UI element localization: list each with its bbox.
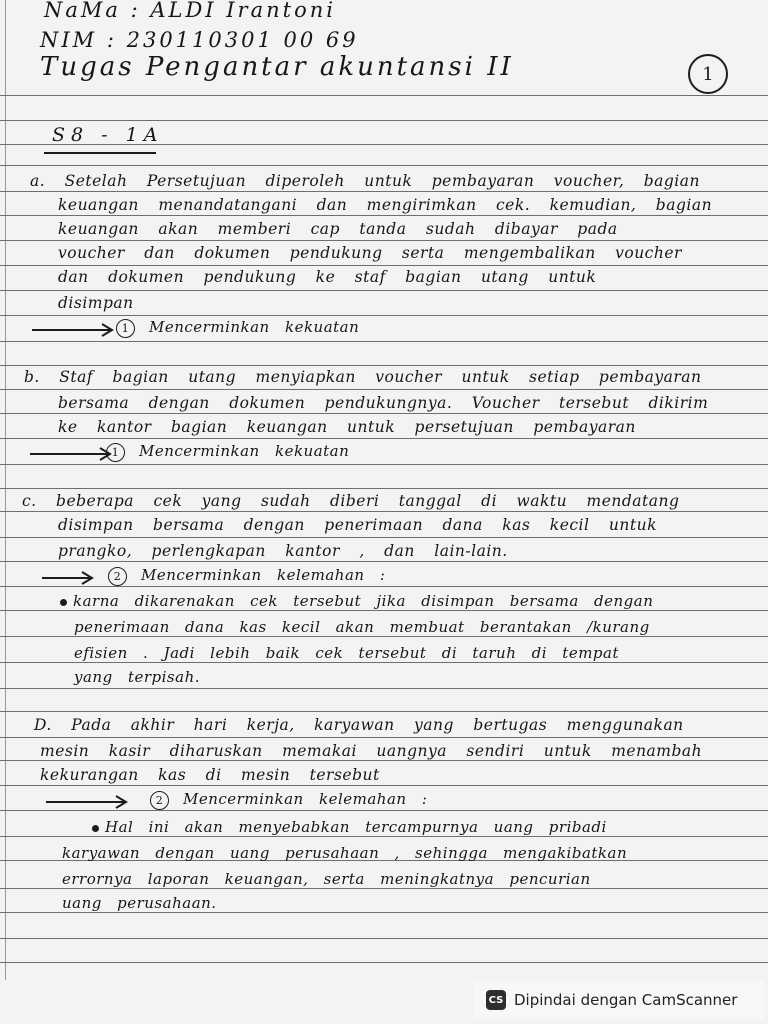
section-underline: [44, 152, 156, 154]
ruled-line: [0, 120, 768, 121]
arrow-icon: [40, 564, 100, 592]
camscanner-watermark: [474, 981, 764, 1019]
ruled-line: [0, 240, 768, 241]
para-a-line-3: keuangan akan memberi cap tanda sudah dibayar pada: [58, 220, 618, 238]
section-label: S8 - 1A: [52, 124, 164, 146]
para-d-bullet-line-4: uang perusahaan.: [62, 894, 217, 912]
para-c-line-3: prangko, perlengkapan kantor , dan lain-lain.: [58, 542, 508, 560]
ruled-line: [0, 888, 768, 889]
para-c-bullet-line-2: penerimaan dana kas kecil akan membuat berantakan /kurang: [74, 618, 650, 636]
para-d-line-3: kekurangan kas di mesin tersebut: [40, 766, 380, 784]
name-line: NaMa : ALDI Irantoni: [44, 0, 336, 22]
para-d-line-2: mesin kasir diharuskan memakai uangnya sendiri untuk menambah: [40, 742, 703, 760]
note-number-circle: 2: [150, 791, 169, 810]
ruled-line: [0, 836, 768, 837]
ruled-line: [0, 785, 768, 786]
ruled-line: [0, 636, 768, 637]
para-d-bullet-line-2: karyawan dengan uang perusahaan , sehingga mengakibatkan: [62, 844, 628, 862]
para-d-line-1: D. Pada akhir hari kerja, karyawan yang bertugas menggunakan: [34, 716, 684, 734]
ruled-line: [0, 962, 768, 963]
para-b-line-1: b. Staf bagian utang menyiapkan voucher untuk setiap pembayaran: [24, 368, 702, 386]
ruled-line: [0, 413, 768, 414]
ruled-line: [0, 365, 768, 366]
note-text: Mencerminkan kekuatan: [139, 442, 350, 460]
para-c-bullet-line-3: efisien . Jadi lebih baik cek tersebut di taruh di tempat: [74, 644, 619, 662]
ruled-line: [0, 488, 768, 489]
para-c-line-2: disimpan bersama dengan penerimaan dana kas kecil untuk: [58, 516, 657, 534]
note-text: Mencerminkan kelemahan :: [183, 790, 428, 808]
page-number-circle: [688, 54, 728, 94]
ruled-line: [0, 191, 768, 192]
ruled-line: [0, 760, 768, 761]
ruled-line: [0, 912, 768, 913]
ruled-line: [0, 165, 768, 166]
ruled-line: [0, 290, 768, 291]
bullet-icon: [92, 825, 99, 832]
para-a-line-1: a. Setelah Persetujuan diperoleh untuk pembayaran voucher, bagian: [30, 172, 700, 190]
para-b-note: [106, 442, 349, 462]
para-a-line-5: dan dokumen pendukung ke staf bagian utang untuk: [58, 268, 597, 286]
ruled-line: [0, 537, 768, 538]
note-number-circle: 1: [106, 443, 125, 462]
ruled-line: [0, 561, 768, 562]
para-c-bullet-line-1: karna dikarenakan cek tersebut jika disimpan bersama dengan: [60, 592, 653, 610]
note-number-circle: 1: [116, 319, 135, 338]
para-c-note: [108, 566, 385, 586]
note-number-circle: 2: [108, 567, 127, 586]
arrow-icon: [28, 440, 118, 468]
ruled-line: [0, 711, 768, 712]
ruled-line: [0, 215, 768, 216]
note-text: Mencerminkan kekuatan: [149, 318, 360, 336]
ruled-line: [0, 586, 768, 587]
camscanner-logo-icon: CS: [486, 990, 506, 1010]
ruled-line: [0, 389, 768, 390]
para-b-line-3: ke kantor bagian keuangan untuk persetujuan pembayaran: [58, 418, 636, 436]
para-b-line-2: bersama dengan dokumen pendukungnya. Voucher tersebut dikirim: [58, 394, 709, 412]
note-text: Mencerminkan kelemahan :: [141, 566, 386, 584]
assignment-title: Tugas Pengantar akuntansi II: [40, 52, 514, 82]
page-number: 1: [702, 63, 714, 85]
ruled-line: [0, 95, 768, 96]
nim-line: NIM : 230110301 00 69: [40, 28, 359, 52]
ruled-line: [0, 265, 768, 266]
para-d-bullet-line-3: errornya laporan keuangan, serta meningkatnya pencurian: [62, 870, 591, 888]
ruled-line: [0, 511, 768, 512]
para-a-note: [116, 318, 359, 338]
ruled-line: [0, 938, 768, 939]
arrow-icon: [30, 316, 120, 344]
bullet-icon: [60, 599, 67, 606]
margin-line: [5, 0, 6, 980]
para-a-line-2: keuangan menandatangani dan mengirimkan cek. kemudian, bagian: [58, 196, 713, 214]
watermark-text: Dipindai dengan CamScanner: [514, 991, 738, 1009]
arrow-icon: [44, 788, 134, 816]
ruled-line: [0, 610, 768, 611]
ruled-line: [0, 662, 768, 663]
para-d-note: [150, 790, 427, 810]
para-a-line-6: disimpan: [58, 294, 134, 312]
ruled-line: [0, 688, 768, 689]
para-a-line-4: voucher dan dokumen pendukung serta mengembalikan voucher: [58, 244, 682, 262]
para-d-bullet-line-1: Hal ini akan menyebabkan tercampurnya uang pribadi: [92, 818, 607, 836]
para-c-line-1: c. beberapa cek yang sudah diberi tanggal di waktu mendatang: [22, 492, 680, 510]
para-c-bullet-line-4: yang terpisah.: [74, 668, 200, 686]
ruled-line: [0, 438, 768, 439]
ruled-line: [0, 737, 768, 738]
